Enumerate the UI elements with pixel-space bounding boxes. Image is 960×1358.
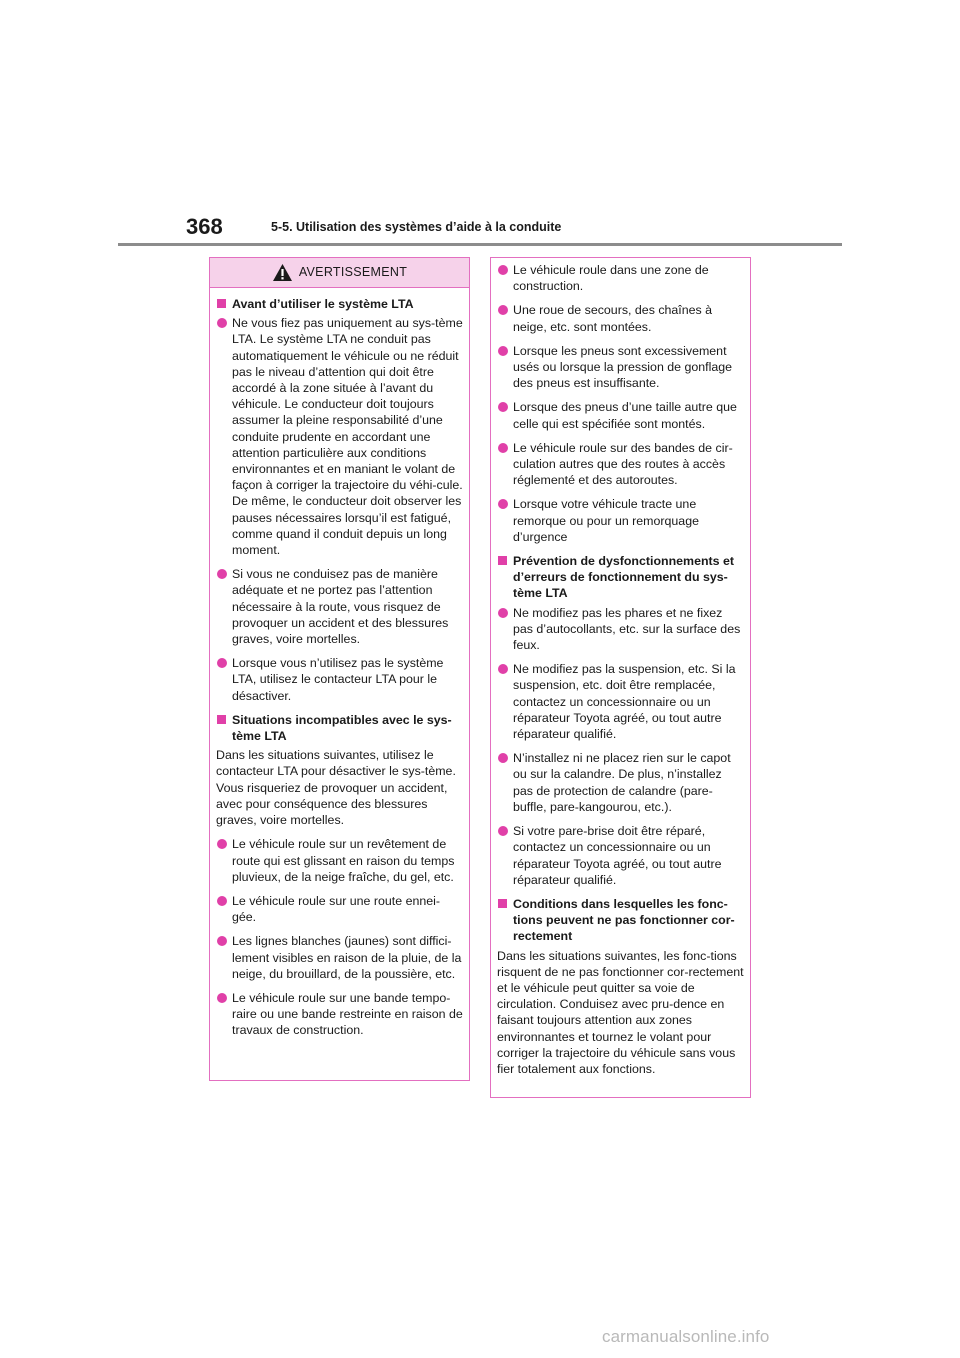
- section-heading: Avant d’utiliser le système LTA: [216, 296, 463, 312]
- list-item: Ne modifiez pas la suspension, etc. Si la suspension, etc. doit être remplacée, contactez un concessionnaire ou un réparateur Toyota agréé, ou tout autre réparateur qualifié.: [497, 661, 744, 742]
- warning-box-left: [209, 257, 470, 1081]
- list-item: Le véhicule roule sur des bandes de cir-culation autres que des routes à accès réglementé et des autoroutes.: [497, 440, 744, 489]
- watermark-link[interactable]: carmanualsonline.info: [602, 1327, 770, 1346]
- section-heading: Conditions dans lesquelles les fonc-tions peuvent ne pas fonctionner cor-rectement: [497, 896, 744, 945]
- list-item: Le véhicule roule sur une bande tempo-raire ou une bande restreinte en raison de travaux de construction.: [216, 990, 463, 1039]
- header-rule: [118, 243, 842, 246]
- section-title: 5-5. Utilisation des systèmes d’aide à la conduite: [271, 220, 562, 234]
- list-item: Lorsque vous n’utilisez pas le système LTA, utilisez le contacteur LTA pour le désactiver.: [216, 655, 463, 704]
- warning-box-right: [490, 257, 751, 1098]
- list-item: Ne vous fiez pas uniquement au sys-tème LTA. Le système LTA ne conduit pas automatiquement le véhicule ou ne réduit pas le niveau d’attention qui doit être accordé à la zone située à l’avant du véhicule. Le conducteur doit toujours assumer la pleine responsabilité d’une conduite prudente en accordant une attention particulière aux conditions environnantes et en maniant le volant de façon à corriger la trajectoire du véhi-cule. De même, le conducteur doit observer les pauses nécessaires lorsqu’il est fatigué, comme quand il conduit depuis un long moment.: [216, 315, 463, 558]
- paragraph: Dans les situations suivantes, utilisez le contacteur LTA pour désactiver le sys-tème. Vous risqueriez de provoquer un accident, avec pour conséquence des blessures graves, voire mortelles.: [216, 748, 456, 828]
- list-item: Lorsque les pneus sont excessivement usés ou lorsque la pression de gonflage des pneus est insuffisante.: [497, 343, 744, 392]
- section-heading: Situations incompatibles avec le sys-tème LTA: [216, 712, 463, 744]
- list-item: Ne modifiez pas les phares et ne fixez pas d’autocollants, etc. sur la surface des feux.: [497, 605, 744, 654]
- paragraph: Dans les situations suivantes, les fonc-tions risquent de ne pas fonctionner cor-rectement et le véhicule peut quitter sa voie de circulation. Conduisez avec pru-dence en faisant toujours attention aux zones environnantes et tournez le volant pour corriger la trajectoire du véhicule sans vous fier totalement aux fonctions.: [497, 948, 744, 1076]
- list-item: Si votre pare-brise doit être réparé, contactez un concessionnaire ou un réparateur Toyota agréé, ou tout autre réparateur qualifié.: [497, 823, 744, 888]
- warning-triangle-icon: [272, 263, 293, 282]
- list-item: Une roue de secours, des chaînes à neige, etc. sont montées.: [497, 302, 744, 334]
- list-item: Le véhicule roule dans une zone de construction.: [497, 262, 744, 294]
- warning-header: [210, 258, 469, 288]
- list-item: Le véhicule roule sur une route ennei-gée.: [216, 893, 463, 925]
- list-item: Lorsque votre véhicule tracte une remorque ou pour un remorquage d’urgence: [497, 496, 744, 545]
- list-item: N’installez ni ne placez rien sur le capot ou sur la calandre. De plus, n’installez pas de protection de calandre (pare-buffle, pare-kangourou, etc.).: [497, 750, 744, 815]
- page-number: 368: [186, 214, 223, 239]
- list-item: Lorsque des pneus d’une taille autre que celle qui est spécifiée sont montés.: [497, 399, 744, 431]
- list-item: Les lignes blanches (jaunes) sont diffici-lement visibles en raison de la pluie, de la neige, du brouillard, de la poussière, etc.: [216, 933, 463, 982]
- warning-title: AVERTISSEMENT: [298, 265, 408, 280]
- list-item: Si vous ne conduisez pas de manière adéquate et ne portez pas l’attention nécessaire à la route, vous risquez de provoquer un accident et des blessures graves, voire mortelles.: [216, 566, 463, 647]
- section-heading: Prévention de dysfonctionnements et d’erreurs de fonctionnement du sys-tème LTA: [497, 553, 744, 602]
- list-item: Le véhicule roule sur un revêtement de route qui est glissant en raison du temps pluvieux, de la neige fraîche, du gel, etc.: [216, 836, 463, 885]
